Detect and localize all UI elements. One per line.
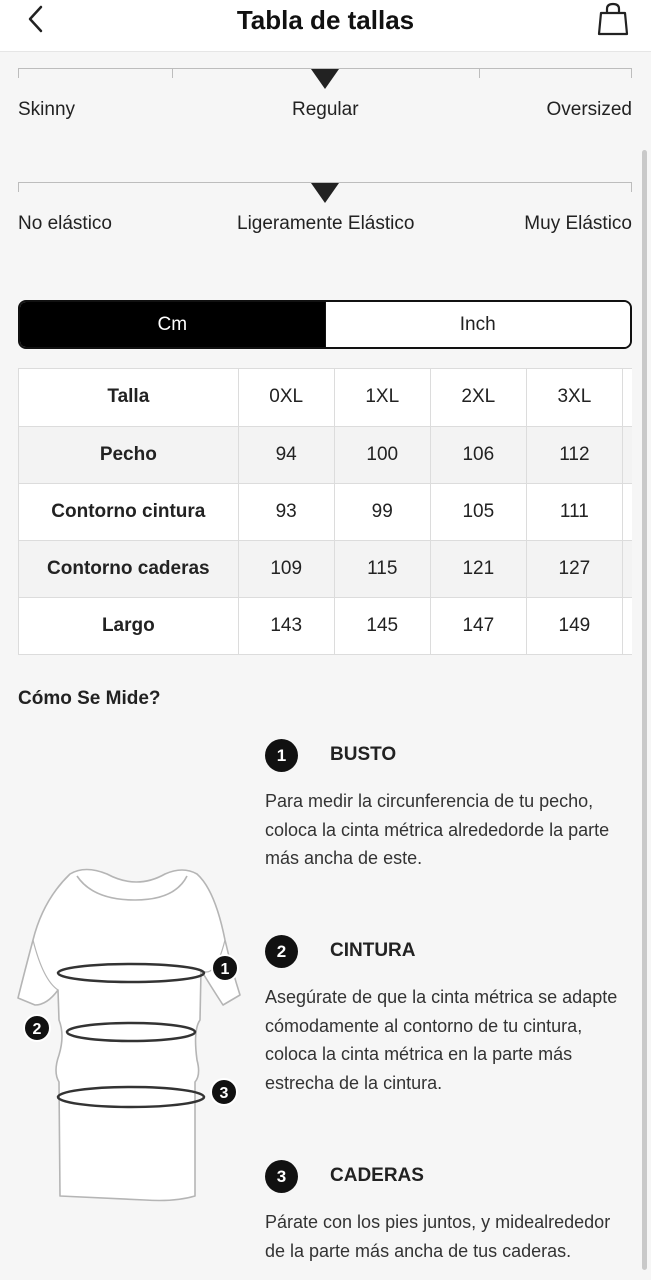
unit-option-inch[interactable]: Inch [325,302,631,347]
table-row [19,540,632,597]
size-column-2xl: 2XL [430,369,526,426]
fit-pointer-icon [311,69,339,89]
stretch-scale [18,174,632,244]
size-column-1xl: 1XL [334,369,430,426]
table-header-row [19,369,632,426]
table-row [19,483,632,540]
step-number-badge: 3 [265,1160,298,1193]
fit-label-skinny: Skinny [18,99,76,120]
table-row [19,426,632,483]
fit-scale [18,60,632,130]
table-cell-overflow [622,369,632,426]
step-number-badge: 2 [265,935,298,968]
scrollbar[interactable] [642,150,647,1270]
row-label: Contorno caderas [19,540,238,597]
table-cell: 147 [430,597,526,654]
how-to-measure-title: Cómo Se Mide? [18,688,161,709]
svg-text:2: 2 [32,1021,42,1038]
step-description: Asegúrate de que la cinta métrica se adapte cómodamente al contorno de tu cintura, coloca la cinta métrica en la parte más estrecha de la cintura. [265,987,618,1093]
table-cell: 112 [526,426,622,483]
table-cell: 143 [238,597,334,654]
unit-toggle [18,300,632,349]
table-row [19,597,632,654]
row-label: Pecho [19,426,238,483]
table-cell: 111 [526,483,622,540]
table-cell-overflow [622,597,632,654]
table-cell: 115 [334,540,430,597]
table-cell: 145 [334,597,430,654]
size-table [18,368,632,655]
svg-text:1: 1 [220,961,230,978]
top-bar [0,0,651,52]
step-description: Párate con los pies juntos, y midealrededor de la parte más ancha de tus caderas. [265,1212,611,1261]
table-cell: 100 [334,426,430,483]
row-label: Contorno cintura [19,483,238,540]
size-column-3xl: 3XL [526,369,622,426]
dress-measurement-illustration [15,860,245,1205]
unit-option-cm[interactable]: Cm [20,302,325,347]
shopping-bag-icon[interactable] [597,1,629,37]
page-title: Tabla de tallas [236,5,415,35]
step-name: BUSTO [330,744,397,765]
stretch-label-none: No elástico [18,213,112,234]
marker-1-icon [212,955,238,981]
step-name: CINTURA [330,940,416,961]
stretch-label-high: Muy Elástico [524,213,632,234]
marker-2-icon [24,1015,50,1041]
table-cell: 99 [334,483,430,540]
step-description: Para medir la circunferencia de tu pecho, coloca la cinta métrica alrededorde la parte más ancha de este. [265,791,610,868]
stretch-pointer-icon [311,183,339,203]
table-cell: 106 [430,426,526,483]
svg-text:3: 3 [219,1085,229,1102]
table-cell: 127 [526,540,622,597]
size-column-0xl: 0XL [238,369,334,426]
table-cell-overflow [622,540,632,597]
table-cell: 121 [430,540,526,597]
table-cell: 149 [526,597,622,654]
table-header-label: Talla [19,369,238,426]
table-cell: 109 [238,540,334,597]
table-cell: 93 [238,483,334,540]
table-cell: 94 [238,426,334,483]
row-label: Largo [19,597,238,654]
fit-label-oversized: Oversized [546,99,632,120]
marker-3-icon [211,1079,237,1105]
table-cell: 105 [430,483,526,540]
stretch-label-slight: Ligeramente Elástico [237,213,415,234]
table-cell-overflow [622,426,632,483]
step-number-badge: 1 [265,739,298,772]
table-cell-overflow [622,483,632,540]
fit-label-regular: Regular [292,99,359,120]
step-name: CADERAS [330,1165,424,1186]
